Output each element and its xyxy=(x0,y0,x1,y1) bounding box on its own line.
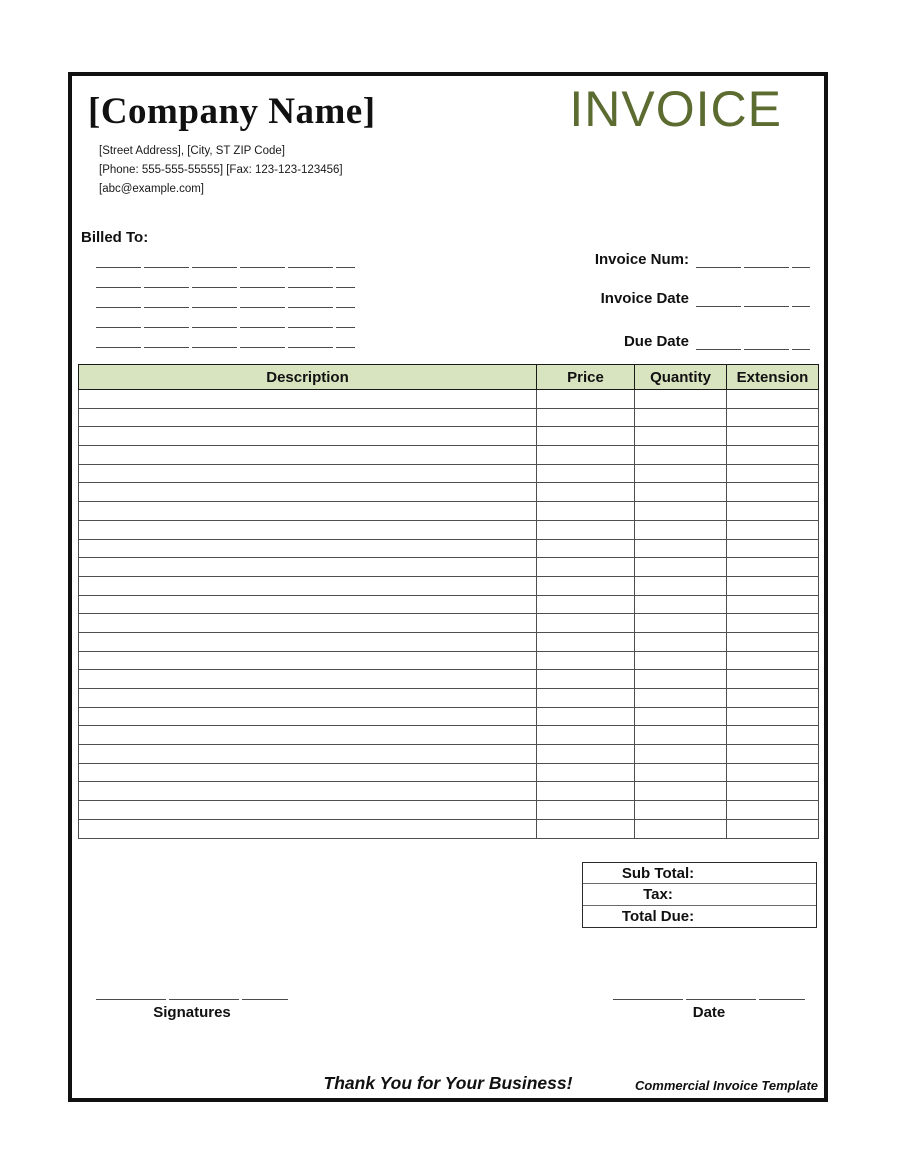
cell-price[interactable] xyxy=(537,502,635,521)
table-row xyxy=(79,427,819,446)
table-row xyxy=(79,689,819,708)
summary-value[interactable] xyxy=(733,884,816,904)
phone-fax-line: [Phone: 555-555-55555] [Fax: 123-123-123456] xyxy=(99,164,343,176)
date-label: Date xyxy=(692,1004,726,1021)
cell-description[interactable] xyxy=(79,390,537,409)
email-line: [abc@example.com] xyxy=(99,183,204,195)
cell-quantity[interactable] xyxy=(635,707,727,726)
summary-row xyxy=(583,863,816,884)
cell-quantity[interactable] xyxy=(635,595,727,614)
table-row xyxy=(79,576,819,595)
cell-price[interactable] xyxy=(537,782,635,801)
company-address xyxy=(99,142,343,199)
cell-extension[interactable] xyxy=(727,539,819,558)
table-row xyxy=(79,632,819,651)
cell-price[interactable] xyxy=(537,595,635,614)
cell-quantity[interactable] xyxy=(635,614,727,633)
cell-quantity[interactable] xyxy=(635,558,727,577)
summary-box xyxy=(582,862,817,928)
cell-description[interactable] xyxy=(79,707,537,726)
cell-description[interactable] xyxy=(79,782,537,801)
column-header: Quantity xyxy=(635,365,727,390)
cell-extension[interactable] xyxy=(727,520,819,539)
cell-quantity[interactable] xyxy=(635,483,727,502)
cell-extension[interactable] xyxy=(727,558,819,577)
company-name: [Company Name] xyxy=(88,91,376,132)
table-row xyxy=(79,595,819,614)
cell-extension[interactable] xyxy=(727,689,819,708)
table-row xyxy=(79,745,819,764)
cell-description[interactable] xyxy=(79,670,537,689)
cell-quantity[interactable] xyxy=(635,539,727,558)
cell-extension[interactable] xyxy=(727,502,819,521)
cell-extension[interactable] xyxy=(727,745,819,764)
table-row xyxy=(79,782,819,801)
cell-extension[interactable] xyxy=(727,614,819,633)
billed-to-blank-line[interactable] xyxy=(96,268,355,288)
thank-you-note: Thank You for Your Business! xyxy=(323,1073,573,1093)
table-row xyxy=(79,464,819,483)
summary-row xyxy=(583,884,816,905)
table-row xyxy=(79,483,819,502)
cell-extension[interactable] xyxy=(727,483,819,502)
billed-to-blank-line[interactable] xyxy=(96,328,355,348)
cell-extension[interactable] xyxy=(727,707,819,726)
cell-description[interactable] xyxy=(79,464,537,483)
cell-extension[interactable] xyxy=(727,670,819,689)
signatures-label: Signatures xyxy=(153,1004,231,1021)
summary-value[interactable] xyxy=(733,906,816,927)
table-row xyxy=(79,801,819,820)
cell-description[interactable] xyxy=(79,726,537,745)
cell-description[interactable] xyxy=(79,408,537,427)
cell-extension[interactable] xyxy=(727,763,819,782)
cell-price[interactable] xyxy=(537,576,635,595)
column-header: Price xyxy=(537,365,635,390)
template-name: Commercial Invoice Template xyxy=(634,1078,818,1093)
cell-description[interactable] xyxy=(79,632,537,651)
meta-row xyxy=(624,330,810,350)
billed-to-blank-line[interactable] xyxy=(96,288,355,308)
cell-quantity[interactable] xyxy=(635,520,727,539)
cell-description[interactable] xyxy=(79,801,537,820)
cell-description[interactable] xyxy=(79,819,537,838)
cell-extension[interactable] xyxy=(727,801,819,820)
cell-quantity[interactable] xyxy=(635,670,727,689)
cell-quantity[interactable] xyxy=(635,390,727,409)
billed-to-label: Billed To: xyxy=(81,229,149,246)
cell-quantity[interactable] xyxy=(635,801,727,820)
cell-price[interactable] xyxy=(537,464,635,483)
cell-quantity[interactable] xyxy=(635,632,727,651)
table-row xyxy=(79,408,819,427)
cell-price[interactable] xyxy=(537,707,635,726)
cell-extension[interactable] xyxy=(727,390,819,409)
meta-label: Invoice Date xyxy=(600,290,689,307)
cell-extension[interactable] xyxy=(727,632,819,651)
cell-description[interactable] xyxy=(79,651,537,670)
table-row xyxy=(79,558,819,577)
cell-price[interactable] xyxy=(537,726,635,745)
cell-quantity[interactable] xyxy=(635,726,727,745)
summary-label: Total Due: xyxy=(621,907,695,925)
cell-quantity[interactable] xyxy=(635,464,727,483)
cell-price[interactable] xyxy=(537,819,635,838)
cell-extension[interactable] xyxy=(727,427,819,446)
cell-description[interactable] xyxy=(79,614,537,633)
cell-price[interactable] xyxy=(537,483,635,502)
table-row xyxy=(79,614,819,633)
cell-description[interactable] xyxy=(79,763,537,782)
cell-quantity[interactable] xyxy=(635,427,727,446)
cell-quantity[interactable] xyxy=(635,651,727,670)
cell-extension[interactable] xyxy=(727,446,819,465)
table-row xyxy=(79,520,819,539)
billed-to-blank-line[interactable] xyxy=(96,308,355,328)
cell-price[interactable] xyxy=(537,390,635,409)
table-row xyxy=(79,670,819,689)
table-row xyxy=(79,763,819,782)
table-row xyxy=(79,446,819,465)
cell-description[interactable] xyxy=(79,558,537,577)
table-row xyxy=(79,819,819,838)
street-address-line: [Street Address], [City, ST ZIP Code] xyxy=(99,145,285,157)
summary-value[interactable] xyxy=(733,863,816,883)
cell-price[interactable] xyxy=(537,689,635,708)
cell-description[interactable] xyxy=(79,427,537,446)
cell-description[interactable] xyxy=(79,539,537,558)
meta-blank-line[interactable] xyxy=(696,333,810,350)
cell-quantity[interactable] xyxy=(635,408,727,427)
cell-description[interactable] xyxy=(79,483,537,502)
table-row xyxy=(79,707,819,726)
cell-description[interactable] xyxy=(79,745,537,764)
cell-extension[interactable] xyxy=(727,408,819,427)
table-row xyxy=(79,726,819,745)
meta-row xyxy=(595,248,810,268)
table-row xyxy=(79,502,819,521)
cell-price[interactable] xyxy=(537,558,635,577)
cell-extension[interactable] xyxy=(727,576,819,595)
summary-label: Tax: xyxy=(643,885,673,903)
cell-price[interactable] xyxy=(537,651,635,670)
table-row xyxy=(79,651,819,670)
meta-label: Invoice Num: xyxy=(594,251,689,268)
table-header-row xyxy=(79,365,819,390)
cell-quantity[interactable] xyxy=(635,446,727,465)
cell-quantity[interactable] xyxy=(635,763,727,782)
cell-quantity[interactable] xyxy=(635,689,727,708)
cell-price[interactable] xyxy=(537,446,635,465)
summary-label: Sub Total: xyxy=(621,864,695,882)
cell-extension[interactable] xyxy=(727,819,819,838)
table-row xyxy=(79,539,819,558)
cell-description[interactable] xyxy=(79,576,537,595)
cell-quantity[interactable] xyxy=(635,782,727,801)
cell-price[interactable] xyxy=(537,670,635,689)
meta-label: Due Date xyxy=(623,333,689,350)
cell-extension[interactable] xyxy=(727,651,819,670)
cell-quantity[interactable] xyxy=(635,502,727,521)
meta-row xyxy=(601,287,810,307)
cell-price[interactable] xyxy=(537,427,635,446)
cell-extension[interactable] xyxy=(727,726,819,745)
column-header: Extension xyxy=(727,365,819,390)
billed-to-lines xyxy=(96,248,355,348)
invoice-page xyxy=(68,72,828,1102)
cell-price[interactable] xyxy=(537,745,635,764)
cell-extension[interactable] xyxy=(727,464,819,483)
cell-price[interactable] xyxy=(537,539,635,558)
date-line[interactable] xyxy=(613,980,805,1000)
cell-quantity[interactable] xyxy=(635,745,727,764)
cell-description[interactable] xyxy=(79,502,537,521)
cell-price[interactable] xyxy=(537,632,635,651)
signature-line[interactable] xyxy=(96,980,288,1000)
cell-price[interactable] xyxy=(537,801,635,820)
meta-blank-line[interactable] xyxy=(696,290,810,307)
cell-extension[interactable] xyxy=(727,595,819,614)
cell-description[interactable] xyxy=(79,446,537,465)
billed-to-blank-line[interactable] xyxy=(96,248,355,268)
items-table xyxy=(78,364,819,839)
meta-blank-line[interactable] xyxy=(696,251,810,268)
cell-price[interactable] xyxy=(537,614,635,633)
column-header: Description xyxy=(79,365,537,390)
table-row xyxy=(79,390,819,409)
cell-quantity[interactable] xyxy=(635,576,727,595)
cell-description[interactable] xyxy=(79,689,537,708)
cell-quantity[interactable] xyxy=(635,819,727,838)
cell-extension[interactable] xyxy=(727,782,819,801)
cell-price[interactable] xyxy=(537,520,635,539)
cell-description[interactable] xyxy=(79,595,537,614)
cell-price[interactable] xyxy=(537,763,635,782)
summary-row xyxy=(583,906,816,927)
cell-price[interactable] xyxy=(537,408,635,427)
cell-description[interactable] xyxy=(79,520,537,539)
invoice-title: INVOICE xyxy=(569,81,782,137)
